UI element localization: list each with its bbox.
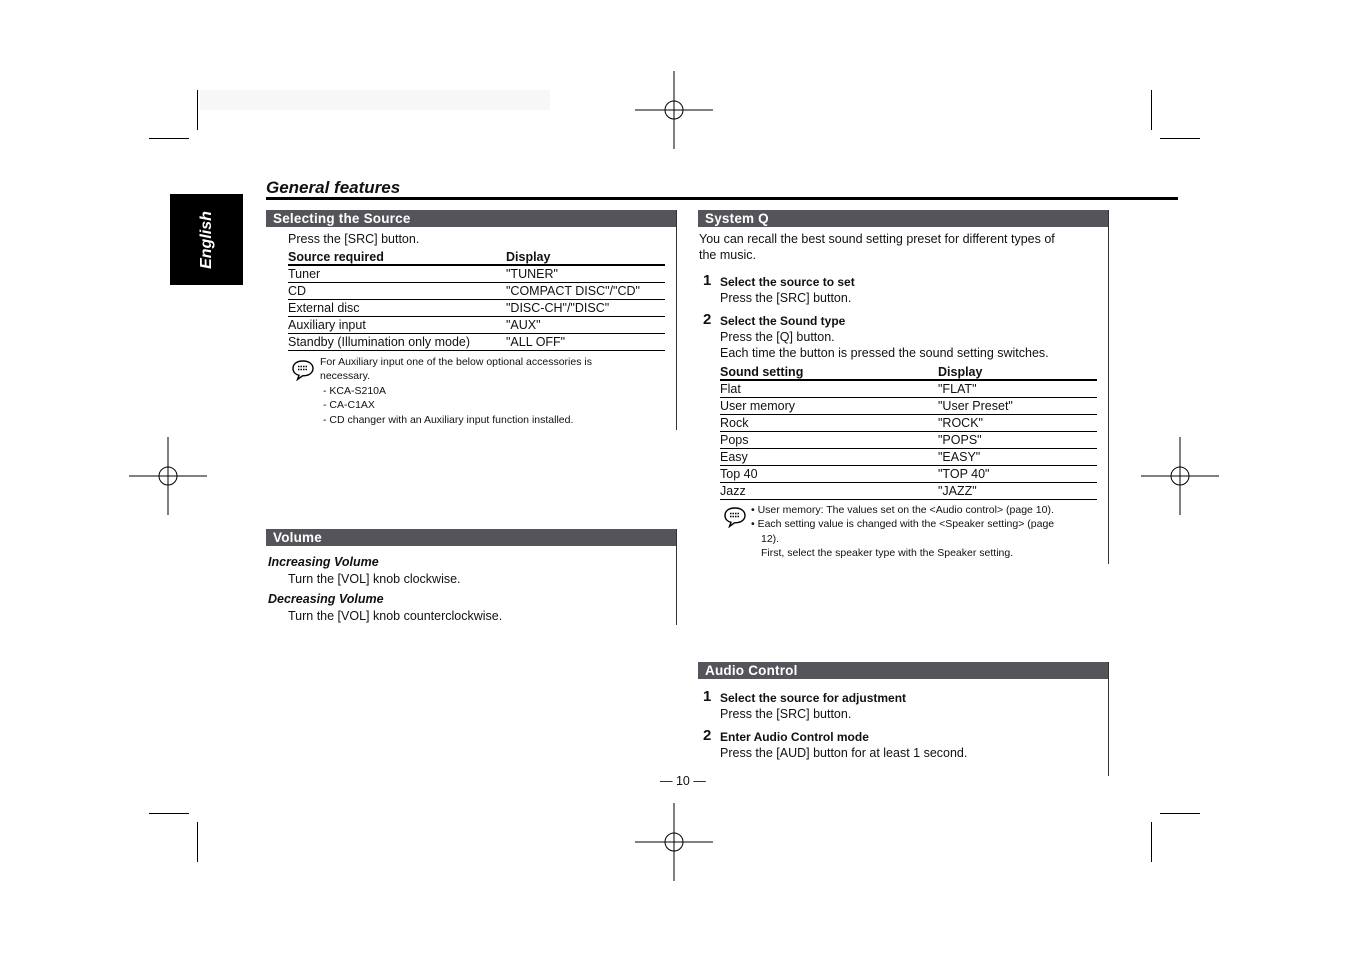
table-row [720, 380, 1097, 398]
system-q-intro: the music. [699, 248, 756, 262]
step-number: 2 [703, 311, 712, 328]
table-row [720, 466, 1097, 483]
note-list-item: - CD changer with an Auxiliary input function installed. [323, 414, 574, 426]
table-row [288, 317, 665, 334]
table-cell: Tuner [288, 265, 506, 283]
title-rule [266, 197, 1178, 200]
table-cell: External disc [288, 300, 506, 317]
section-border [676, 529, 677, 625]
table-cell: Flat [720, 380, 938, 398]
table-row [720, 398, 1097, 415]
system-q-intro: You can recall the best sound setting preset for different types of [699, 232, 1055, 246]
crop-mark [1151, 822, 1152, 862]
table-row [720, 449, 1097, 466]
table-cell: Standby (Illumination only mode) [288, 334, 506, 351]
crop-mark [149, 813, 189, 814]
language-tab [170, 194, 243, 285]
table-row [720, 432, 1097, 449]
step-text: Press the [AUD] button for at least 1 second. [720, 746, 968, 760]
note-icon [291, 359, 315, 381]
step-text: Each time the button is pressed the sound setting switches. [720, 346, 1049, 360]
table-cell: "EASY" [938, 449, 1097, 466]
table-header: Display [506, 249, 665, 265]
step-number: 1 [703, 272, 712, 289]
decrease-volume-title: Decreasing Volume [268, 592, 384, 606]
table-cell: "TOP 40" [938, 466, 1097, 483]
table-cell: Pops [720, 432, 938, 449]
step-text: Press the [SRC] button. [720, 291, 852, 305]
page-number: — 10 — [660, 774, 706, 788]
step-number: 2 [703, 727, 712, 744]
table-cell: "JAZZ" [938, 483, 1097, 500]
source-table [288, 249, 665, 351]
table-cell: "DISC-CH"/"DISC" [506, 300, 665, 317]
note-text: For Auxiliary input one of the below optional accessories is [320, 356, 592, 368]
increase-volume-title: Increasing Volume [268, 555, 379, 569]
table-cell: Auxiliary input [288, 317, 506, 334]
registration-mark-icon [1141, 437, 1219, 515]
registration-mark-icon [635, 803, 713, 881]
section-heading-system-q: System Q [698, 210, 1109, 227]
section-border [1108, 662, 1109, 776]
note-text: 12). [761, 533, 780, 545]
note-text: First, select the speaker type with the Speaker setting. [761, 547, 1014, 559]
note-text: necessary. [320, 370, 370, 382]
table-row [288, 265, 665, 283]
crop-mark [1160, 813, 1200, 814]
table-cell: "FLAT" [938, 380, 1097, 398]
table-cell: "AUX" [506, 317, 665, 334]
table-cell: Top 40 [720, 466, 938, 483]
note-text: • User memory: The values set on the <Audio control> (page 10). [751, 504, 1054, 516]
selecting-source-intro: Press the [SRC] button. [288, 232, 420, 246]
step-title: Enter Audio Control mode [720, 730, 869, 744]
table-header: Sound setting [720, 364, 938, 380]
scan-artifact [200, 90, 550, 110]
table-cell: Rock [720, 415, 938, 432]
page-title: General features [266, 178, 401, 197]
table-cell: Easy [720, 449, 938, 466]
table-row [288, 300, 665, 317]
note-text: • Each setting value is changed with the <Speaker setting> (page [751, 518, 1055, 530]
crop-mark [1160, 138, 1200, 139]
table-cell: "User Preset" [938, 398, 1097, 415]
table-cell: "TUNER" [506, 265, 665, 283]
crop-mark [197, 822, 198, 862]
crop-mark [149, 138, 189, 139]
step-text: Press the [Q] button. [720, 330, 835, 344]
table-cell: "ROCK" [938, 415, 1097, 432]
step-title: Select the Sound type [720, 314, 846, 328]
decrease-volume-text: Turn the [VOL] knob counterclockwise. [288, 609, 503, 623]
crop-mark [1151, 90, 1152, 130]
section-heading-audio-control: Audio Control [698, 662, 1109, 679]
table-header: Display [938, 364, 1097, 380]
language-label: English [197, 210, 215, 269]
section-heading-selecting-source: Selecting the Source [266, 210, 677, 227]
step-title: Select the source for adjustment [720, 691, 907, 705]
note-list-item: - CA-C1AX [323, 399, 375, 411]
note-icon [723, 506, 747, 528]
table-row [288, 283, 665, 300]
section-border [1108, 210, 1109, 564]
note-list-item: - KCA-S210A [323, 385, 387, 397]
table-row [288, 334, 665, 351]
table-cell: "COMPACT DISC"/"CD" [506, 283, 665, 300]
table-cell: "POPS" [938, 432, 1097, 449]
increase-volume-text: Turn the [VOL] knob clockwise. [288, 572, 461, 586]
table-row [720, 415, 1097, 432]
step-number: 1 [703, 688, 712, 705]
table-cell: Jazz [720, 483, 938, 500]
table-cell: CD [288, 283, 506, 300]
section-border [676, 210, 677, 430]
step-title: Select the source to set [720, 275, 855, 289]
sound-setting-table [720, 364, 1097, 500]
crop-mark [197, 90, 198, 130]
table-row [720, 483, 1097, 500]
registration-mark-icon [129, 437, 207, 515]
table-header: Source required [288, 249, 506, 265]
section-heading-volume: Volume [266, 529, 677, 546]
table-cell: "ALL OFF" [506, 334, 665, 351]
registration-mark-icon [635, 71, 713, 149]
step-text: Press the [SRC] button. [720, 707, 852, 721]
table-cell: User memory [720, 398, 938, 415]
